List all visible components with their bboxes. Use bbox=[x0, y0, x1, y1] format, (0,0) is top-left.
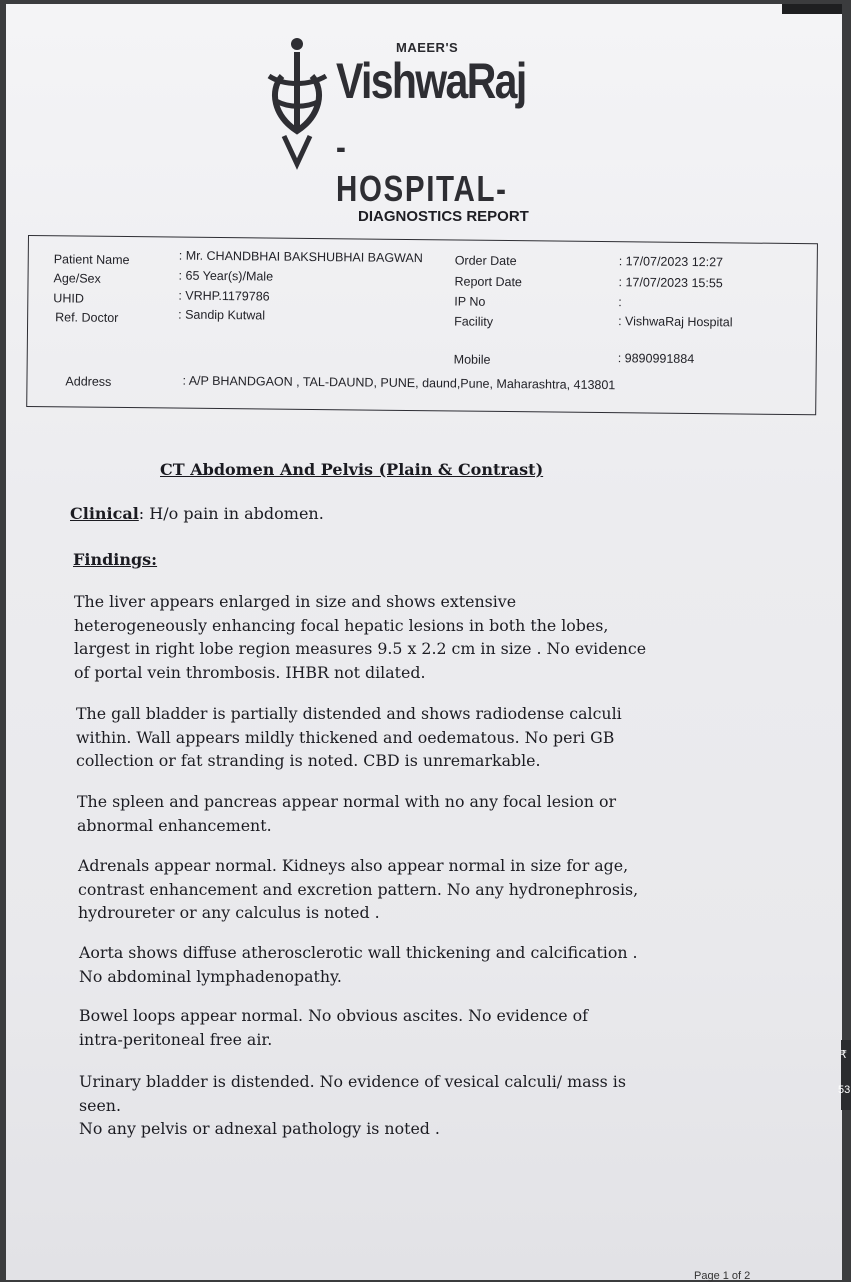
finding-line: largest in right lobe region measures 9.5 x 2.2 cm in size . No evidence bbox=[74, 639, 647, 658]
report-title: DIAGNOSTICS REPORT bbox=[358, 208, 529, 225]
report-date-value: : 17/07/2023 15:55 bbox=[618, 275, 723, 291]
finding-line: Bowel loops appear normal. No obvious ascites. No evidence of bbox=[79, 1006, 589, 1025]
logo-subtitle: -HOSPITAL- bbox=[336, 126, 508, 209]
mobile-label: Mobile bbox=[453, 352, 491, 367]
finding-line: collection or fat stranding is noted. CBD is unremarkable. bbox=[76, 751, 541, 770]
finding-line: seen. bbox=[79, 1095, 121, 1115]
finding-line: Aorta shows diffuse atherosclerotic wall thickening and calcification . bbox=[79, 943, 638, 962]
edge-text-b: 53 bbox=[838, 1084, 851, 1096]
finding-line: The liver appears enlarged in size and shows extensive bbox=[74, 592, 517, 611]
finding-gall-bladder bbox=[76, 702, 622, 773]
finding-line: Adrenals appear normal. Kidneys also appear normal in size for age, bbox=[78, 856, 629, 875]
finding-bowel bbox=[79, 1004, 588, 1051]
ip-no-label: IP No bbox=[454, 294, 486, 309]
ref-doctor-value: : Sandip Kutwal bbox=[178, 307, 266, 323]
finding-urinary-bladder bbox=[79, 1070, 626, 1141]
findings-heading: Findings: bbox=[73, 550, 158, 569]
finding-line: intra-peritoneal free air. bbox=[79, 1029, 273, 1049]
finding-spleen-pancreas bbox=[77, 790, 616, 837]
logo-prefix: MAEER'S bbox=[396, 40, 459, 55]
uhid-value: : VRHP.1179786 bbox=[178, 288, 270, 304]
finding-line: within. Wall appears mildly thickened and oedematous. No peri GB bbox=[76, 727, 615, 747]
page-number: Page 1 of 2 bbox=[694, 1270, 751, 1282]
patient-name-value: : Mr. CHANDBHAI BAKSHUBHAI BAGWAN bbox=[178, 248, 423, 266]
address-label: Address bbox=[65, 374, 112, 389]
age-sex-label: Age/Sex bbox=[53, 271, 101, 286]
patient-info-box bbox=[26, 235, 818, 415]
facility-value: : VishwaRaj Hospital bbox=[618, 314, 733, 330]
finding-line: abnormal enhancement. bbox=[77, 815, 272, 835]
edge-text-a: ₹ bbox=[840, 1049, 847, 1061]
report-paper bbox=[6, 4, 842, 1280]
finding-line: of portal vein thrombosis. IHBR not dilated. bbox=[74, 662, 426, 682]
ip-no-value: : bbox=[618, 295, 622, 310]
finding-line: No any pelvis or adnexal pathology is noted . bbox=[79, 1119, 440, 1138]
exam-title: CT Abdomen And Pelvis (Plain & Contrast) bbox=[160, 460, 544, 479]
patient-name-label: Patient Name bbox=[53, 252, 130, 268]
ref-doctor-label: Ref. Doctor bbox=[55, 310, 119, 325]
finding-line: contrast enhancement and excretion pattern. No any hydronephrosis, bbox=[78, 879, 639, 899]
clinical-label: Clinical bbox=[70, 504, 139, 523]
logo-name: VishwaRaj bbox=[336, 53, 526, 109]
report-date-label: Report Date bbox=[454, 274, 523, 290]
background-edge bbox=[782, 4, 842, 14]
uhid-label: UHID bbox=[53, 291, 84, 306]
finding-line: The gall bladder is partially distended and shows radiodense calculi bbox=[76, 704, 622, 723]
clinical-line bbox=[70, 504, 324, 523]
finding-liver bbox=[74, 590, 646, 684]
clinical-text: : H/o pain in abdomen. bbox=[138, 504, 324, 523]
facility-label: Facility bbox=[454, 314, 494, 329]
finding-line: heterogeneously enhancing focal hepatic lesions in both the lobes, bbox=[74, 615, 609, 635]
finding-line: hydroureter or any calculus is noted . bbox=[78, 903, 380, 922]
finding-aorta bbox=[79, 941, 638, 988]
order-date-value: : 17/07/2023 12:27 bbox=[618, 254, 724, 270]
finding-line: No abdominal lymphadenopathy. bbox=[79, 966, 342, 986]
address-value: : A/P BHANDGAON , TAL-DAUND, PUNE, daund,Pune, Maharashtra, 413801 bbox=[182, 373, 616, 393]
mobile-value: : 9890991884 bbox=[617, 351, 695, 366]
finding-line: Urinary bladder is distended. No evidence of vesical calculi/ mass is bbox=[79, 1072, 626, 1091]
hospital-logo bbox=[264, 26, 526, 209]
order-date-label: Order Date bbox=[454, 253, 517, 269]
logo-emblem-icon bbox=[264, 36, 334, 176]
age-sex-value: : 65 Year(s)/Male bbox=[178, 268, 274, 284]
finding-line: The spleen and pancreas appear normal with no any focal lesion or bbox=[77, 792, 617, 811]
finding-adrenals-kidneys bbox=[78, 854, 638, 925]
